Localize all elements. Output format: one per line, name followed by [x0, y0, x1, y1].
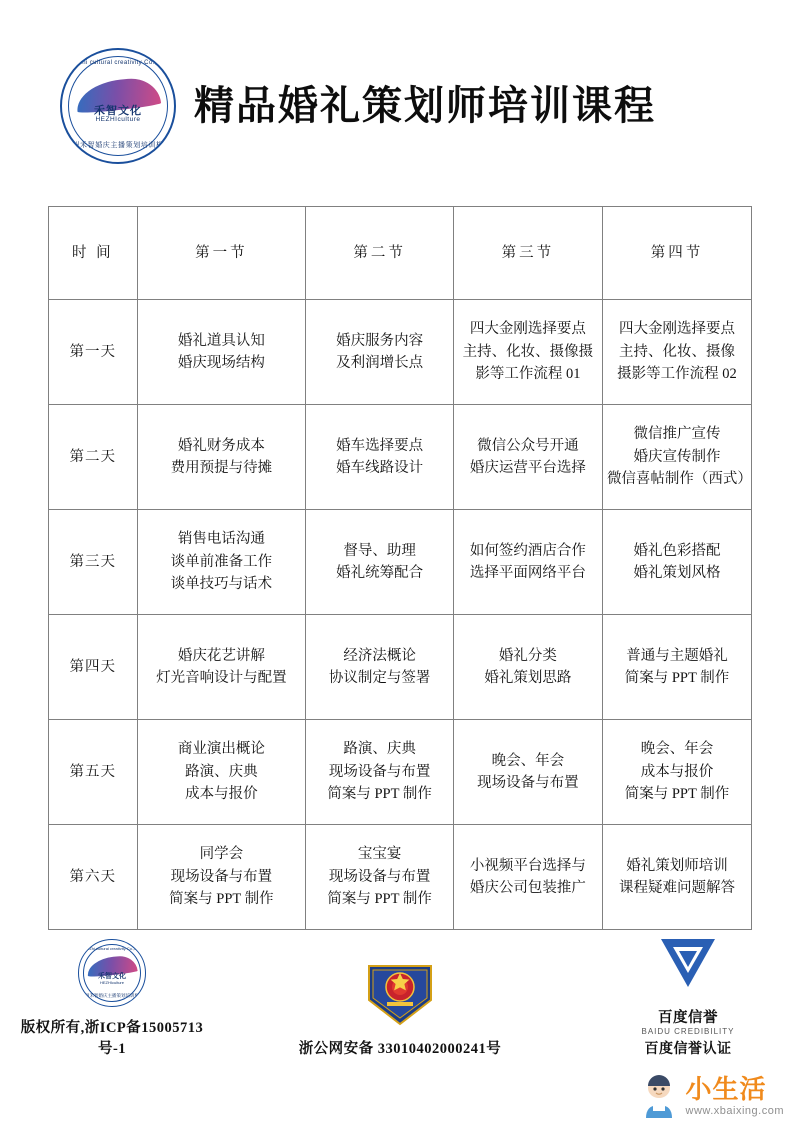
session-cell: [137, 615, 306, 720]
cell-line: 主持、化妆、摄像: [618, 343, 735, 360]
session-cell: [453, 615, 602, 720]
table-header: [49, 207, 752, 300]
cell-line: 成本与报价: [640, 763, 714, 780]
cell-line: 谈单前准备工作: [170, 553, 273, 570]
cell-line: 成本与报价: [185, 786, 258, 803]
cell-line: 微信喜帖制作（西式）: [606, 471, 752, 488]
table-row: [49, 825, 752, 930]
cell-line: 婚庆现场结构: [177, 355, 265, 371]
session-cell: [453, 720, 602, 825]
session-cell: [306, 510, 454, 615]
cell-line: 婚礼策划师培训: [626, 857, 728, 874]
cell-line: 简案与 PPT 制作: [169, 891, 274, 908]
cell-line: 现场设备与布置: [328, 868, 431, 885]
cell-line: 简案与 PPT 制作: [327, 786, 432, 803]
cell-line: 主持、化妆、摄像摄: [462, 343, 594, 360]
cell-line: 路演、庆典: [185, 763, 258, 780]
police-emblem-svg: [363, 960, 437, 1028]
session-cell: [453, 510, 602, 615]
session-cell: [306, 300, 454, 405]
table-row: [49, 720, 752, 825]
site-watermark: [638, 1074, 784, 1120]
session-cell: [602, 300, 751, 405]
logo-arc-top-text: HeZhi cultural creativity Co.,Ltd: [69, 59, 167, 67]
company-logo-small: [78, 939, 146, 1007]
table-row: [49, 405, 752, 510]
cell-line: 简案与 PPT 制作: [624, 786, 730, 803]
police-record-text: 浙公网安备 33010402000241号: [298, 1041, 502, 1057]
cell-line: 婚礼道具认知: [177, 332, 265, 349]
day-label: 第六天: [49, 825, 138, 930]
day-label: 第二天: [49, 405, 138, 510]
police-emblem-icon: [295, 957, 505, 1031]
cell-line: 协议制定与签署: [328, 670, 431, 686]
logo-small-arc-bottom: 杭州禾智婚庆主播策划培训机构: [80, 993, 144, 998]
cell-line: 婚车线路设计: [336, 460, 424, 476]
cell-line: 婚庆公司包装推广: [469, 880, 586, 896]
cell-line: 婚礼策划风格: [633, 565, 721, 581]
cell-line: 谈单技巧与话术: [170, 576, 273, 593]
session-cell: [602, 405, 751, 510]
cell-line: 晚会、年会: [491, 752, 565, 769]
cell-line: 现场设备与布置: [328, 763, 431, 780]
cell-line: 及利润增长点: [336, 355, 424, 371]
session-cell: [602, 825, 751, 930]
watermark-title: 小生活: [685, 1075, 767, 1104]
column-header-time: 时 间: [49, 207, 138, 300]
baidu-credibility-label: 百度信誉: [658, 1010, 718, 1026]
session-cell: [602, 720, 751, 825]
session-cell: [137, 510, 306, 615]
page-title: 精品婚礼策划师培训课程: [194, 83, 656, 128]
table-row: [49, 300, 752, 405]
course-schedule-table: [48, 206, 752, 930]
logo-en-name: HEZHIculture: [95, 116, 141, 123]
watermark-text: [686, 1077, 784, 1117]
mascot-icon: [638, 1074, 680, 1120]
schedule-table-container: [48, 206, 752, 930]
column-header-session-1: 第一节: [137, 207, 306, 300]
badge-copyright: [7, 936, 217, 1058]
cell-line: 销售电话沟通: [177, 531, 265, 548]
day-label: 第四天: [49, 615, 138, 720]
session-cell: [137, 825, 306, 930]
session-cell: [306, 720, 454, 825]
cell-line: 同学会: [199, 846, 244, 863]
baidu-credibility-certified: 百度信誉认证: [644, 1042, 732, 1057]
footer-badges: [0, 926, 800, 1064]
cell-line: 经济法概论: [343, 647, 416, 664]
session-cell: [306, 405, 454, 510]
company-logo: [60, 48, 176, 164]
cell-line: 选择平面网络平台: [469, 565, 586, 581]
cell-line: 微信推广宣传: [633, 426, 721, 443]
day-label: 第一天: [49, 300, 138, 405]
document-header: [0, 0, 800, 164]
day-label: 第五天: [49, 720, 138, 825]
cell-line: 婚礼色彩搭配: [633, 542, 721, 559]
cell-line: 商业演出概论: [177, 741, 265, 758]
table-body: [49, 300, 752, 930]
cell-line: 婚礼分类: [498, 647, 557, 664]
cell-line: 宝宝宴: [357, 846, 402, 863]
column-header-session-3: 第三节: [453, 207, 602, 300]
cell-line: 督导、助理: [343, 542, 416, 559]
baidu-v-shield-svg: [657, 935, 719, 991]
cell-line: 婚庆服务内容: [336, 332, 424, 349]
column-header-session-4: 第四节: [602, 207, 751, 300]
cell-line: 婚庆花艺讲解: [177, 647, 265, 664]
cell-line: 如何签约酒店合作: [469, 542, 586, 559]
session-cell: [137, 720, 306, 825]
copyright-text: 版权所有,浙ICP备15005713号-1: [20, 1020, 204, 1057]
badge-police-record: [295, 957, 505, 1058]
logo-cn-name: 禾智文化: [94, 105, 142, 117]
cell-line: 普通与主题婚礼: [626, 647, 728, 664]
cell-line: 摄影等工作流程 02: [617, 366, 737, 383]
session-cell: [137, 300, 306, 405]
cell-line: 灯光音响设计与配置: [156, 670, 287, 686]
watermark-url: www.xbaixing.com: [685, 1105, 784, 1117]
cell-line: 现场设备与布置: [477, 775, 579, 791]
cell-line: 晚会、年会: [640, 741, 714, 758]
badge-baidu-credibility: [583, 926, 793, 1058]
table-row: [49, 615, 752, 720]
session-cell: [453, 825, 602, 930]
baidu-credibility-icon: [583, 926, 793, 1000]
logo-small-cn-name: 禾智文化: [98, 972, 126, 980]
cell-line: 婚庆运营平台选择: [469, 460, 586, 476]
cell-line: 现场设备与布置: [170, 868, 273, 885]
cell-line: 四大金刚选择要点: [469, 321, 586, 338]
cell-line: 婚礼统筹配合: [336, 565, 424, 581]
logo-small-en-name: HEZHIculture: [99, 980, 124, 985]
session-cell: [453, 405, 602, 510]
day-label: 第三天: [49, 510, 138, 615]
session-cell: [602, 510, 751, 615]
session-cell: [453, 300, 602, 405]
cell-line: 影等工作流程 01: [475, 366, 581, 383]
cell-line: 婚礼策划思路: [484, 670, 572, 686]
cell-line: 婚庆宣传制作: [633, 448, 721, 465]
cell-line: 路演、庆典: [343, 741, 416, 758]
cell-line: 简案与 PPT 制作: [624, 670, 730, 686]
cell-line: 婚车选择要点: [336, 437, 424, 454]
session-cell: [137, 405, 306, 510]
session-cell: [306, 825, 454, 930]
logo-arc-bottom-text: 杭州禾智婚庆主播策划培训机构: [64, 141, 172, 149]
cell-line: 费用预提与待摊: [170, 460, 273, 476]
session-cell: [602, 615, 751, 720]
company-seal-icon: [7, 936, 217, 1010]
table-header-row: [49, 207, 752, 300]
baidu-credibility-en: BAIDU CREDIBILITY: [641, 1027, 735, 1036]
cell-line: 小视频平台选择与: [469, 857, 586, 874]
cell-line: 课程疑难问题解答: [618, 880, 735, 896]
column-header-session-2: 第二节: [306, 207, 454, 300]
cell-line: 四大金刚选择要点: [618, 321, 735, 338]
session-cell: [306, 615, 454, 720]
logo-small-arc-top: HeZhi cultural creativity Co.,Ltd: [84, 946, 140, 951]
cell-line: 简案与 PPT 制作: [327, 891, 432, 908]
cell-line: 微信公众号开通: [477, 437, 579, 454]
document-footer: [0, 926, 800, 1064]
table-row: [49, 510, 752, 615]
cell-line: 婚礼财务成本: [177, 437, 265, 454]
